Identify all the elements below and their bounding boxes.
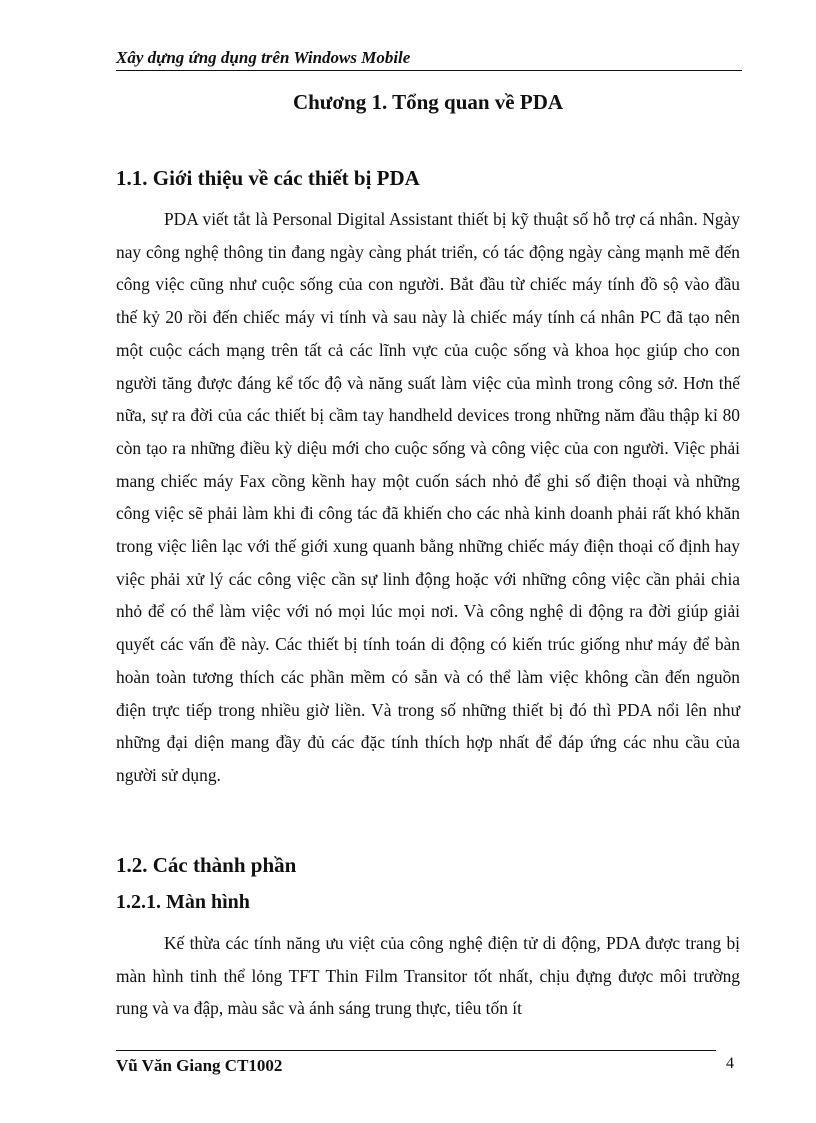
paragraph-1-1: PDA viết tắt là Personal Digital Assistant thiết bị kỹ thuật số hỗ trợ cá nhân. Ngày nay công nghệ thông tin đang ngày càng phát triển, có tác động ngày càng mạnh mẽ đến công việc cũng như cuộc sống của con người. Bắt đầu từ chiếc máy tính đồ sộ vào đầu thế kỷ 20 rồi đến chiếc máy vi tính và sau này là chiếc máy tính cá nhân PC đã tạo nên một cuộc cách mạng trên tất cả các lĩnh vực của cuộc sống và khoa học giúp cho con người tăng được đáng kể tốc độ và năng suất làm việc của mình trong công sở. Hơn thế nữa, sự ra đời của các thiết bị cầm tay handheld devices trong những năm đầu thập kỉ 80 còn tạo ra những điều kỳ diệu mới cho cuộc sống và công việc của con người. Việc phải mang chiếc máy Fax cồng kềnh hay một cuốn sách nhỏ để ghi số điện thoại và những công việc sẽ phải làm khi đi công tác đã khiến cho các nhà kinh doanh phải rất khó khăn trong việc liên lạc với thế giới xung quanh bằng những chiếc máy điện thoại cố định hay việc phải xử lý các công việc cần sự linh động hoặc với những công việc cần phải chia nhỏ để có thể làm việc với nó mọi lúc mọi nơi. Và công nghệ di động ra đời giúp giải quyết các vấn đề này. Các thiết bị tính toán di động có kiến trúc giống như máy để bàn hoàn toàn tương thích các phần mềm có sẵn và có thể làm việc không cần đến nguồn điện trực tiếp trong nhiều giờ liền. Và trong số những thiết bị đó thì PDA nổi lên như những đại diện mang đầy đủ các đặc tính thích hợp nhất để đáp ứng các nhu cầu của người sử dụng. (116, 209, 740, 785)
section-heading-1-1: 1.1. Giới thiệu về các thiết bị PDA (116, 166, 420, 190)
section-heading-1-2-1: 1.2.1. Màn hình (116, 891, 250, 913)
section-heading-1-2: 1.2. Các thành phần (116, 853, 297, 877)
footer-author: Vũ Văn Giang CT1002 (116, 1056, 283, 1075)
running-header: Xây dựng ứng dụng trên Windows Mobile (116, 48, 411, 67)
footer-rule (116, 1050, 716, 1051)
page-number: 4 (726, 1055, 734, 1072)
paragraph-1-2-1: Kế thừa các tính năng ưu việt của công nghệ điện tử di động, PDA được trang bị màn hình tinh thể lỏng TFT Thin Film Transitor tốt nhất, chịu đựng được môi trường rung và va đập, màu sắc và ánh sáng trung thực, tiêu tốn ít (116, 933, 740, 1019)
chapter-title: Chương 1. Tổng quan về PDA (292, 90, 564, 114)
header-rule (116, 70, 742, 71)
